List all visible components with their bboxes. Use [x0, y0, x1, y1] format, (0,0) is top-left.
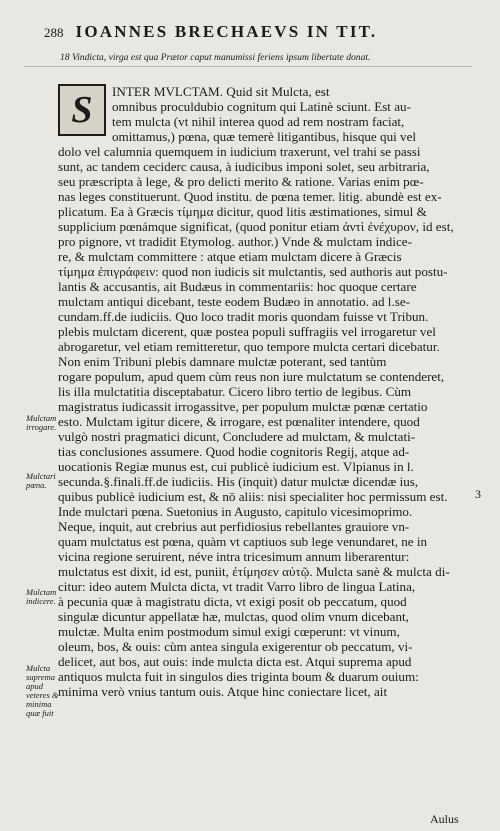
body-line: omnibus proculdubio cognitum qui Latinè sciunt. Est au- — [112, 99, 411, 114]
body-line: oleum, bos, & ouis: cùm antea singula exigerentur ob peccatum, vi- — [58, 639, 413, 654]
body-line: rogare populum, apud quem cùm reus non iure mulctatum se contenderet, — [58, 369, 445, 384]
body-line: INTER MVLCTAM. Quid sit Mulcta, est — [112, 84, 330, 99]
body-line: pro pignore, vt tradidit Etymolog. author.) Vnde & mulctam indice- — [58, 234, 412, 249]
body-line: plebis mulctam dicerent, quæ postea populi suffragiis vel irrogaretur vel — [58, 324, 436, 339]
body-line: à pecunia quæ à magistratu dicta, vt exigi posit ob peccatum, quod — [58, 594, 407, 609]
dropcap-letter: S — [71, 89, 93, 131]
page-number: 288 — [44, 25, 64, 40]
body-line: τίμημα ἐπιγράφειν: quod non iudicis sit mulctantis, sed authoris aut postu- — [58, 264, 448, 279]
body-line: antiquos mulcta fuit in singulos dies triginta boum & duarum ouium: — [58, 669, 419, 684]
body-line: citur: ideo autem Mulcta dicta, vt tradit Varro libro de lingua Latina, — [58, 579, 416, 594]
body-line: quam mulctatus est pœna, quàm vt captiuos sub lege venundaret, ne in — [58, 534, 428, 549]
body-line: lantis & accusantis, ait Budæus in commentariis: hoc quoque certare — [58, 279, 417, 294]
body-line: mulctam antiqui dicebant, teste eodem Budæo in annotatio. ad l.se- — [58, 294, 410, 309]
margin-note: Mulctam irrogare. — [26, 413, 57, 432]
body-line: mulctæ. Multa enim postmodum simul exigi cœperunt: vt vinum, — [58, 624, 400, 639]
note-18: 18 Vindicta, virga est qua Prætor caput manumissi feriens ipsum libertate donat. — [60, 52, 371, 63]
body-line: Neque, inquit, aut crebrius aut perfidiosius rebellantes grauiore vn- — [58, 519, 410, 534]
body-line: Inde mulctari pœna. Suetonius in Augusto, capitulo vicesimoprimo. — [58, 504, 413, 519]
body-line: seu præscripta à lege, & pro delicti merito & ratione. Varias enim pœ- — [58, 174, 424, 189]
body-line: quibus publicè iudicium est, & nō aliis: nisi specialiter hoc permissum est. — [58, 489, 448, 504]
body-line: uocationis Regiæ munus est, cui publicè iudicium est. Vlpianus in l. — [58, 459, 414, 474]
body-line: vulgò nostri pragmatici dicunt, Concludere ad mulctam, & mulctati- — [58, 429, 416, 444]
margin-note: Mulctam indicere. — [26, 587, 57, 606]
running-head: IOANNES BRECHAEVS IN TIT. — [75, 22, 378, 41]
body-line: plicatum. Ea à Græcis τίμημα dicitur, quod litis æstimationes, simul & — [58, 204, 427, 219]
body-line: esto. Mulctam igitur dicere, & irrogare, est pœnaliter intendere, quod — [58, 414, 420, 429]
margin-note: Mulcta suprema apud veteres & minima quæ fuit — [26, 663, 59, 718]
body-line: cundam.ff.de iudiciis. Quo loco tradit moris quondam fuisse vt Tribun. — [58, 309, 429, 324]
body-line: tem mulcta (vt nihil interea quod ad rem nostram faciat, — [112, 114, 405, 129]
body-line: omittamus,) pœna, quæ temerè litigantibus, hisque qui vel — [112, 129, 417, 144]
body-line: abrogaretur, vel etiam remitteretur, quo tempore mulcta certari dicebatur. — [58, 339, 440, 354]
body-line: nas leges constituerunt. Quod institu. de pœna temer. litig. abundè est ex- — [58, 189, 442, 204]
body-line: secunda.§.finali.ff.de iudiciis. His (inquit) datur mulctæ dicendæ ius, — [58, 474, 419, 489]
body-line: dolo vel calumnia quemquem in iudicium traxerunt, vel trahi se passi — [58, 144, 421, 159]
body-line: magistratus iudicassit irrogassitve, per populum mulctæ pœnæ certatio — [58, 399, 428, 414]
body-line: minima verò vnius tantum ouis. Atque hinc coniectare licet, ait — [58, 684, 388, 699]
body-line: vicina regione seruirent, néve intra tricesimum annum liberarentur: — [58, 549, 410, 564]
catchword: Aulus — [430, 812, 459, 826]
header-rule — [24, 66, 472, 67]
body-line: supplicium pœnámque significat, (quod ponitur etiam ἀντὶ ἐνέχυρον, id est, — [58, 219, 454, 234]
body-line: tias conclusiones assumere. Quod hodie cognitoris Regij, atque ad- — [58, 444, 410, 459]
body-line: mulctatus est dixit, id est, puniit, ἐτίμησεν αὐτῷ. Mulcta sanè & mulcta di- — [58, 564, 450, 579]
body-line: Non enim Tribuni plebis damnare mulctæ poterant, sed tantùm — [58, 354, 387, 369]
margin-note: Mulctari pœna. — [26, 471, 56, 490]
body-line: singulæ dicuntur appellatæ hæ, mulctas, quod olim vnum dicebant, — [58, 609, 409, 624]
page-header — [44, 22, 484, 42]
body-line: re, & mulctam committere : atque etiam mulctam dicere à Græcis — [58, 249, 402, 264]
body-line: lis illa mulctatitia disceptabatur. Cicero libro tertio de legibus. Cùm — [58, 384, 412, 399]
body-line: sunt, ac tandem ceciderc causa, à iudicibus imponi solet, seu arbitraria, — [58, 159, 430, 174]
body-line: delicet, aut bos, aut ouis: inde mulcta dicta est. Atqui suprema apud — [58, 654, 412, 669]
section-marker: 3 — [475, 487, 481, 501]
